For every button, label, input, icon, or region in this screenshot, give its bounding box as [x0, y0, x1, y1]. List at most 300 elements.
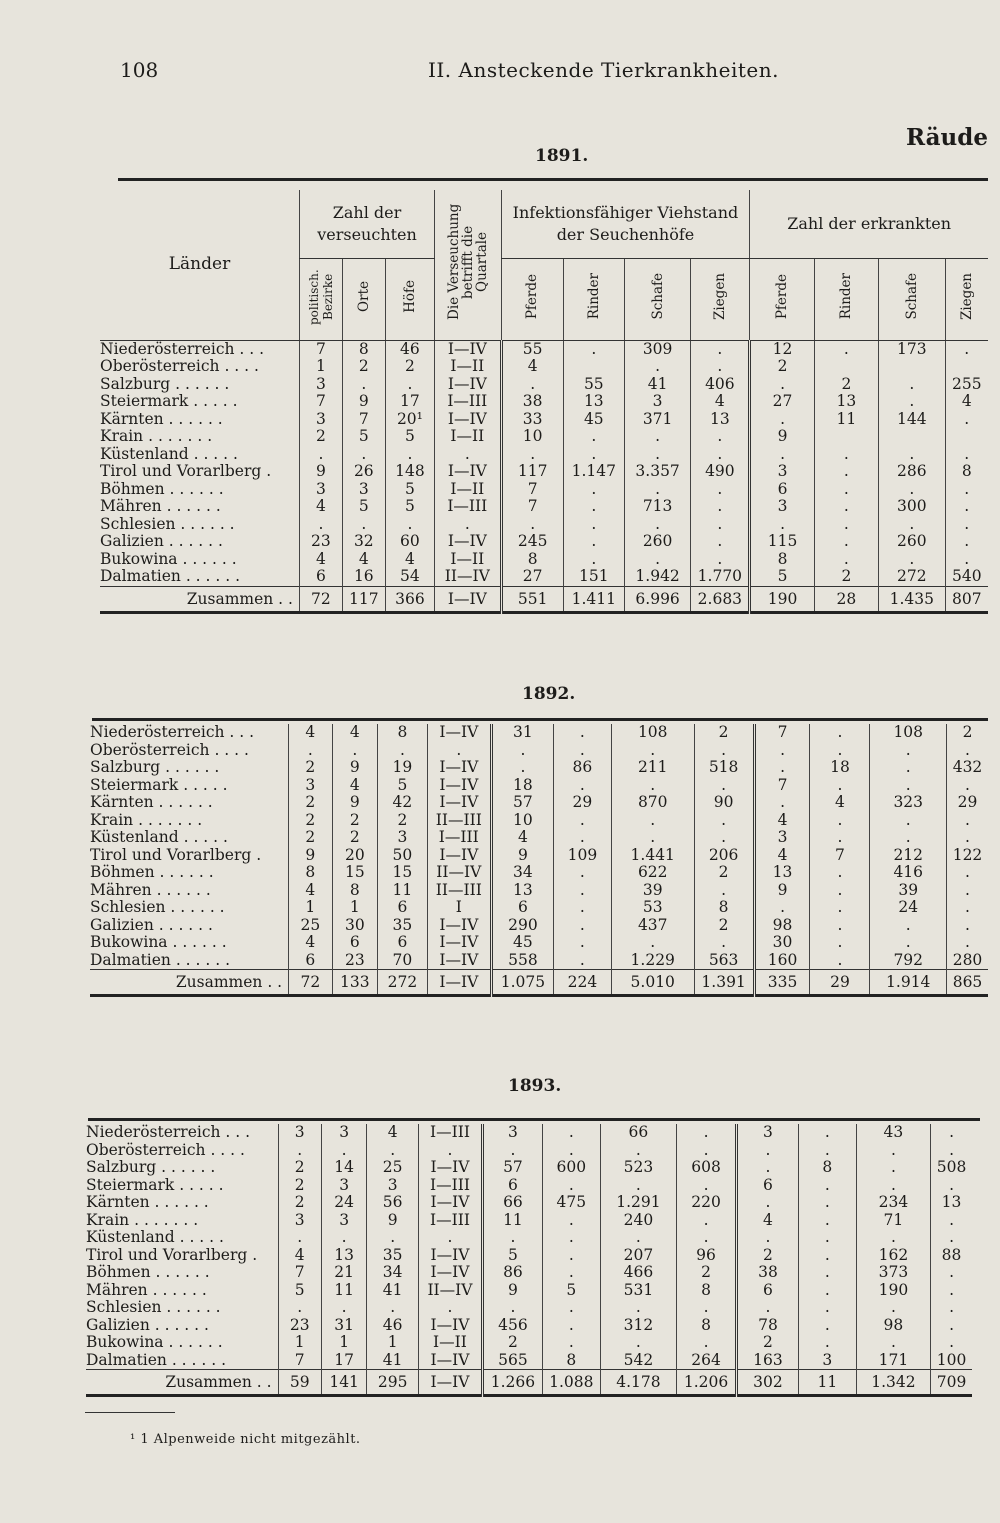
cell-erkrankt-rinder: 7	[810, 847, 870, 865]
cell-viehstand-rinder: .	[563, 340, 624, 358]
cell-viehstand-schafe: 312	[600, 1317, 676, 1335]
cell-orte: 14	[321, 1159, 366, 1177]
cell-viehstand-rinder: .	[542, 1177, 600, 1195]
cell-viehstand-pferde: 6	[491, 899, 553, 917]
cell-erkrankt-ziegen: .	[947, 917, 988, 935]
cell-viehstand-rinder: 8	[542, 1352, 600, 1370]
cell-viehstand-ziegen: .	[691, 358, 750, 376]
cell-quartale: II—IV	[418, 1282, 482, 1300]
cell-viehstand-rinder: .	[563, 481, 624, 499]
cell-politisch-bezirke: 1	[299, 358, 342, 376]
cell-quartale: I—IV	[435, 411, 501, 429]
cell-erkrankt-pferde: .	[736, 1159, 798, 1177]
cell-viehstand-rinder: .	[563, 446, 624, 464]
cell-erkrankt-pferde: 2	[736, 1247, 798, 1265]
cell-quartale: I—IV	[418, 1264, 482, 1282]
cell-viehstand-ziegen: 13	[691, 411, 750, 429]
total-row	[90, 970, 988, 996]
cell-erkrankt-pferde: 115	[750, 533, 814, 551]
cell-quartale: II—IV	[427, 864, 491, 882]
cell-erkrankt-rinder: .	[810, 934, 870, 952]
cell-viehstand-ziegen: 2	[694, 724, 754, 742]
cell-viehstand-pferde: 4	[501, 358, 563, 376]
cell-viehstand-ziegen: .	[677, 1299, 737, 1317]
cell-politisch-bezirke: 2	[278, 1159, 321, 1177]
cell-erkrankt-schafe: .	[856, 1299, 930, 1317]
cell-orte: 5	[342, 428, 385, 446]
cell-erkrankt-ziegen: .	[945, 446, 988, 464]
cell-viehstand-schafe: 66	[600, 1124, 676, 1142]
cell-erkrankt-schafe: 1.435	[879, 586, 945, 612]
cell-quartale: I—IV	[427, 724, 491, 742]
cell-erkrankt-rinder: 2	[814, 376, 878, 394]
cell-erkrankt-ziegen: .	[947, 864, 988, 882]
cell-hoefe: 70	[378, 952, 428, 970]
cell-viehstand-rinder: .	[542, 1124, 600, 1142]
cell-viehstand-pferde: 11	[482, 1212, 542, 1230]
cell-viehstand-pferde: 2	[482, 1334, 542, 1352]
cell-erkrankt-rinder: .	[814, 533, 878, 551]
table-row	[86, 1194, 972, 1212]
cell-viehstand-ziegen: 1.391	[694, 970, 754, 996]
cell-quartale: I—II	[435, 358, 501, 376]
cell-hoefe: 2	[378, 812, 428, 830]
cell-erkrankt-ziegen: .	[945, 533, 988, 551]
cell-viehstand-ziegen: 4	[691, 393, 750, 411]
disease-heading: Räude	[906, 124, 988, 151]
cell-politisch-bezirke: 2	[289, 812, 332, 830]
cell-viehstand-schafe: .	[600, 1299, 676, 1317]
table-row	[90, 952, 988, 970]
cell-viehstand-ziegen: .	[677, 1229, 737, 1247]
cell-orte: 8	[342, 340, 385, 358]
cell-politisch-bezirke: .	[299, 446, 342, 464]
cell-viehstand-schafe: 3	[624, 393, 690, 411]
cell-erkrankt-rinder: 11	[814, 411, 878, 429]
cell-erkrankt-ziegen: .	[931, 1334, 972, 1352]
cell-erkrankt-schafe: 1.342	[856, 1370, 930, 1396]
cell-hoefe: 8	[378, 724, 428, 742]
cell-viehstand-rinder: .	[553, 829, 611, 847]
cell-viehstand-schafe: 39	[611, 882, 694, 900]
cell-hoefe: .	[378, 742, 428, 760]
cell-erkrankt-ziegen: 432	[947, 759, 988, 777]
cell-land: Böhmen . . . . . .	[86, 1264, 210, 1281]
cell-erkrankt-rinder: .	[814, 340, 878, 358]
cell-erkrankt-rinder: .	[810, 952, 870, 970]
cell-viehstand-schafe: 260	[624, 533, 690, 551]
cell-viehstand-ziegen: .	[694, 812, 754, 830]
cell-orte: 32	[342, 533, 385, 551]
cell-viehstand-schafe: 108	[611, 724, 694, 742]
cell-viehstand-ziegen: .	[694, 742, 754, 760]
cell-erkrankt-ziegen: .	[947, 742, 988, 760]
cell-erkrankt-schafe: .	[879, 481, 945, 499]
table-row	[100, 551, 988, 569]
table-row	[90, 899, 988, 917]
year-title-1891: 1891.	[535, 146, 589, 166]
cell-viehstand-ziegen: .	[677, 1124, 737, 1142]
cell-viehstand-pferde: 10	[501, 428, 563, 446]
cell-land: Kärnten . . . . . .	[86, 1194, 209, 1211]
cell-erkrankt-ziegen: 865	[947, 970, 988, 996]
cell-hoefe: .	[385, 446, 434, 464]
cell-viehstand-rinder: 5	[542, 1282, 600, 1300]
cell-erkrankt-schafe: 792	[870, 952, 947, 970]
cell-orte: .	[342, 376, 385, 394]
cell-viehstand-ziegen: 8	[694, 899, 754, 917]
cell-orte: 4	[332, 777, 378, 795]
cell-orte: 17	[321, 1352, 366, 1370]
cell-viehstand-pferde: 33	[501, 411, 563, 429]
header-zahl-verseuchten: Zahl der verseuchten	[299, 190, 434, 258]
cell-erkrankt-ziegen: 807	[945, 586, 988, 612]
cell-viehstand-pferde: 57	[491, 794, 553, 812]
cell-land: Niederösterreich . . .	[90, 724, 255, 741]
table-row	[90, 864, 988, 882]
cell-hoefe: .	[367, 1142, 419, 1160]
cell-erkrankt-pferde: 13	[754, 864, 810, 882]
cell-erkrankt-ziegen: .	[945, 516, 988, 534]
cell-orte: 13	[321, 1247, 366, 1265]
cell-orte: 1	[321, 1334, 366, 1352]
cell-viehstand-rinder: .	[542, 1264, 600, 1282]
cell-erkrankt-ziegen: 88	[931, 1247, 972, 1265]
cell-hoefe: 5	[385, 428, 434, 446]
cell-hoefe: 42	[378, 794, 428, 812]
cell-viehstand-schafe: .	[624, 551, 690, 569]
cell-erkrankt-ziegen: .	[931, 1299, 972, 1317]
cell-hoefe: 46	[367, 1317, 419, 1335]
cell-viehstand-rinder: .	[553, 742, 611, 760]
cell-erkrankt-pferde: 6	[736, 1282, 798, 1300]
cell-viehstand-ziegen: 563	[694, 952, 754, 970]
cell-hoefe: 5	[385, 498, 434, 516]
cell-hoefe: 3	[367, 1177, 419, 1195]
cell-erkrankt-pferde: 7	[754, 724, 810, 742]
cell-viehstand-rinder: .	[553, 864, 611, 882]
cell-orte: 3	[321, 1177, 366, 1195]
cell-viehstand-rinder: 29	[553, 794, 611, 812]
cell-viehstand-schafe: 1.229	[611, 952, 694, 970]
cell-viehstand-rinder: .	[563, 516, 624, 534]
cell-viehstand-pferde: .	[482, 1299, 542, 1317]
cell-politisch-bezirke: .	[278, 1142, 321, 1160]
cell-viehstand-ziegen: .	[691, 498, 750, 516]
cell-politisch-bezirke: 4	[289, 724, 332, 742]
cell-orte: 26	[342, 463, 385, 481]
cell-orte: .	[342, 516, 385, 534]
cell-viehstand-pferde: 86	[482, 1264, 542, 1282]
cell-land: Zusammen . .	[100, 586, 299, 612]
cell-erkrankt-schafe: .	[870, 829, 947, 847]
cell-hoefe: 2	[385, 358, 434, 376]
cell-politisch-bezirke: 4	[299, 551, 342, 569]
cell-orte: 6	[332, 934, 378, 952]
cell-viehstand-ziegen: .	[691, 516, 750, 534]
cell-erkrankt-ziegen: 122	[947, 847, 988, 865]
cell-hoefe: .	[385, 376, 434, 394]
table-row	[90, 742, 988, 760]
cell-viehstand-rinder: .	[553, 934, 611, 952]
cell-erkrankt-rinder: 2	[814, 568, 878, 586]
cell-viehstand-rinder: 600	[542, 1159, 600, 1177]
cell-politisch-bezirke: 2	[299, 428, 342, 446]
cell-hoefe: 41	[367, 1352, 419, 1370]
cell-hoefe: 4	[385, 551, 434, 569]
cell-erkrankt-schafe: 144	[879, 411, 945, 429]
table-row	[100, 446, 988, 464]
cell-orte: .	[321, 1142, 366, 1160]
cell-orte: 2	[342, 358, 385, 376]
cell-erkrankt-pferde: 2	[750, 358, 814, 376]
table-body-1891	[100, 340, 988, 612]
cell-erkrankt-pferde: 12	[750, 340, 814, 358]
cell-viehstand-pferde: 3	[482, 1124, 542, 1142]
cell-erkrankt-schafe: 323	[870, 794, 947, 812]
table-body-1892	[90, 724, 988, 996]
cell-land: Bukowina . . . . . .	[100, 550, 237, 568]
cell-viehstand-ziegen: 96	[677, 1247, 737, 1265]
cell-erkrankt-schafe: 162	[856, 1247, 930, 1265]
cell-orte: 1	[332, 899, 378, 917]
header-viehstand-pferde: Pferde	[501, 258, 563, 340]
cell-quartale: I—II	[435, 551, 501, 569]
cell-erkrankt-schafe: 108	[870, 724, 947, 742]
cell-politisch-bezirke: 72	[299, 586, 342, 612]
cell-erkrankt-rinder: 3	[798, 1352, 856, 1370]
cell-viehstand-schafe: 466	[600, 1264, 676, 1282]
cell-erkrankt-rinder: 8	[798, 1159, 856, 1177]
cell-erkrankt-pferde: 4	[754, 847, 810, 865]
cell-viehstand-pferde: 4	[491, 829, 553, 847]
cell-viehstand-rinder: .	[553, 899, 611, 917]
cell-quartale: I—IV	[427, 917, 491, 935]
cell-viehstand-rinder: .	[563, 428, 624, 446]
table-row	[86, 1229, 972, 1247]
cell-politisch-bezirke: 4	[289, 934, 332, 952]
cell-orte: 21	[321, 1264, 366, 1282]
cell-orte: 20	[332, 847, 378, 865]
cell-erkrankt-ziegen: 29	[947, 794, 988, 812]
cell-quartale: I—II	[435, 481, 501, 499]
cell-hoefe: 272	[378, 970, 428, 996]
cell-politisch-bezirke: 3	[289, 777, 332, 795]
cell-erkrankt-ziegen: .	[931, 1124, 972, 1142]
cell-hoefe: .	[385, 516, 434, 534]
cell-viehstand-pferde: 38	[501, 393, 563, 411]
cell-viehstand-pferde: 10	[491, 812, 553, 830]
cell-quartale: .	[418, 1142, 482, 1160]
cell-quartale: I—IV	[427, 777, 491, 795]
cell-politisch-bezirke: 4	[299, 498, 342, 516]
cell-erkrankt-ziegen: 255	[945, 376, 988, 394]
cell-erkrankt-rinder: .	[814, 551, 878, 569]
cell-quartale: II—III	[427, 882, 491, 900]
cell-politisch-bezirke: 7	[299, 340, 342, 358]
cell-erkrankt-rinder: 11	[798, 1370, 856, 1396]
cell-orte: .	[332, 742, 378, 760]
cell-viehstand-ziegen: 2	[694, 864, 754, 882]
cell-erkrankt-schafe: 43	[856, 1124, 930, 1142]
cell-erkrankt-rinder: .	[814, 516, 878, 534]
cell-viehstand-rinder: .	[563, 498, 624, 516]
cell-erkrankt-ziegen: 709	[931, 1370, 972, 1396]
cell-quartale: I—IV	[435, 340, 501, 358]
cell-land: Galizien . . . . . .	[100, 533, 223, 550]
cell-quartale: I—II	[418, 1334, 482, 1352]
table-row	[100, 498, 988, 516]
cell-erkrankt-schafe: 171	[856, 1352, 930, 1370]
table-row	[100, 393, 988, 411]
cell-politisch-bezirke: 5	[278, 1282, 321, 1300]
cell-erkrankt-pferde: 3	[750, 498, 814, 516]
table-1891	[100, 190, 988, 614]
cell-viehstand-ziegen: 2	[694, 917, 754, 935]
cell-erkrankt-pferde: 38	[736, 1264, 798, 1282]
cell-orte: 31	[321, 1317, 366, 1335]
cell-viehstand-ziegen: .	[677, 1334, 737, 1352]
cell-viehstand-schafe: 309	[624, 340, 690, 358]
cell-erkrankt-schafe: .	[870, 917, 947, 935]
cell-erkrankt-ziegen: .	[947, 777, 988, 795]
cell-orte: 3	[321, 1212, 366, 1230]
header-hoefe: Höfe	[385, 258, 434, 340]
cell-viehstand-schafe: .	[624, 516, 690, 534]
cell-hoefe: 60	[385, 533, 434, 551]
cell-erkrankt-rinder: .	[798, 1194, 856, 1212]
cell-viehstand-pferde: 9	[491, 847, 553, 865]
cell-quartale: .	[435, 516, 501, 534]
cell-orte: 3	[321, 1124, 366, 1142]
cell-hoefe: 9	[367, 1212, 419, 1230]
cell-viehstand-ziegen: 490	[691, 463, 750, 481]
table-row	[90, 812, 988, 830]
cell-hoefe: 34	[367, 1264, 419, 1282]
cell-viehstand-ziegen: 206	[694, 847, 754, 865]
cell-viehstand-rinder: 109	[553, 847, 611, 865]
cell-hoefe: 17	[385, 393, 434, 411]
cell-viehstand-rinder: .	[553, 917, 611, 935]
cell-erkrankt-rinder: .	[798, 1142, 856, 1160]
cell-erkrankt-schafe: .	[870, 742, 947, 760]
cell-viehstand-pferde: 558	[491, 952, 553, 970]
cell-hoefe: 148	[385, 463, 434, 481]
cell-erkrankt-rinder: .	[810, 899, 870, 917]
cell-viehstand-rinder: 151	[563, 568, 624, 586]
cell-orte: 117	[342, 586, 385, 612]
header-viehstand-rinder: Rinder	[563, 258, 624, 340]
cell-viehstand-schafe: 211	[611, 759, 694, 777]
cell-erkrankt-rinder: .	[798, 1334, 856, 1352]
cell-quartale: .	[418, 1229, 482, 1247]
cell-erkrankt-pferde: 190	[750, 586, 814, 612]
cell-viehstand-rinder: .	[542, 1247, 600, 1265]
table-top-rule	[118, 178, 988, 181]
cell-land: Schlesien . . . . . .	[90, 899, 225, 916]
cell-erkrankt-pferde: .	[736, 1299, 798, 1317]
cell-erkrankt-schafe: 1.914	[870, 970, 947, 996]
cell-viehstand-ziegen: 518	[694, 759, 754, 777]
cell-erkrankt-schafe: .	[879, 393, 945, 411]
cell-politisch-bezirke: 7	[299, 393, 342, 411]
cell-erkrankt-pferde: 9	[754, 882, 810, 900]
cell-erkrankt-ziegen: 100	[931, 1352, 972, 1370]
cell-viehstand-pferde: .	[482, 1142, 542, 1160]
cell-erkrankt-schafe: .	[856, 1229, 930, 1247]
cell-quartale: I—IV	[427, 759, 491, 777]
cell-viehstand-pferde: 55	[501, 340, 563, 358]
cell-erkrankt-schafe: .	[856, 1159, 930, 1177]
cell-viehstand-pferde: 45	[491, 934, 553, 952]
cell-viehstand-ziegen: 406	[691, 376, 750, 394]
running-head: II. Ansteckende Tierkrankheiten.	[428, 58, 779, 82]
cell-orte: 9	[332, 759, 378, 777]
cell-erkrankt-schafe: 373	[856, 1264, 930, 1282]
cell-erkrankt-schafe: 190	[856, 1282, 930, 1300]
cell-land: Schlesien . . . . . .	[86, 1299, 221, 1316]
cell-viehstand-ziegen: 1.206	[677, 1370, 737, 1396]
cell-orte: 9	[342, 393, 385, 411]
table-row	[90, 724, 988, 742]
cell-erkrankt-pferde: 6	[736, 1177, 798, 1195]
cell-viehstand-schafe: .	[611, 777, 694, 795]
header-laender: Länder	[100, 190, 299, 340]
cell-politisch-bezirke: 2	[289, 829, 332, 847]
cell-viehstand-schafe: 1.291	[600, 1194, 676, 1212]
cell-erkrankt-rinder: .	[810, 864, 870, 882]
cell-quartale: I—IV	[418, 1370, 482, 1396]
cell-erkrankt-rinder: .	[814, 481, 878, 499]
cell-erkrankt-pferde: 7	[754, 777, 810, 795]
cell-viehstand-ziegen: 264	[677, 1352, 737, 1370]
cell-erkrankt-rinder: .	[810, 812, 870, 830]
cell-orte: 4	[332, 724, 378, 742]
cell-erkrankt-schafe: 71	[856, 1212, 930, 1230]
year-title-1892: 1892.	[522, 684, 576, 704]
cell-quartale: I—IV	[427, 934, 491, 952]
cell-quartale: I—IV	[418, 1194, 482, 1212]
cell-hoefe: 15	[378, 864, 428, 882]
cell-land: Zusammen . .	[86, 1370, 278, 1396]
cell-erkrankt-rinder: 4	[810, 794, 870, 812]
cell-quartale: II—IV	[435, 568, 501, 586]
cell-erkrankt-rinder: .	[814, 463, 878, 481]
cell-orte: 9	[332, 794, 378, 812]
cell-politisch-bezirke: 3	[278, 1212, 321, 1230]
table-row	[86, 1247, 972, 1265]
cell-viehstand-ziegen: .	[691, 533, 750, 551]
year-title-1893: 1893.	[508, 1076, 562, 1096]
cell-erkrankt-rinder: .	[798, 1124, 856, 1142]
cell-viehstand-pferde: .	[501, 516, 563, 534]
cell-viehstand-rinder: .	[542, 1334, 600, 1352]
cell-orte: 15	[332, 864, 378, 882]
cell-orte: 2	[332, 812, 378, 830]
header-viehstand-ziegen: Ziegen	[691, 258, 750, 340]
cell-hoefe: 6	[378, 934, 428, 952]
cell-quartale: .	[427, 742, 491, 760]
cell-erkrankt-ziegen: .	[945, 498, 988, 516]
table-row	[100, 428, 988, 446]
cell-politisch-bezirke: 3	[278, 1124, 321, 1142]
cell-erkrankt-ziegen: .	[931, 1212, 972, 1230]
cell-erkrankt-schafe: .	[879, 516, 945, 534]
cell-hoefe: 25	[367, 1159, 419, 1177]
cell-hoefe: 4	[367, 1124, 419, 1142]
cell-quartale: I—IV	[435, 376, 501, 394]
cell-quartale: I—IV	[418, 1317, 482, 1335]
